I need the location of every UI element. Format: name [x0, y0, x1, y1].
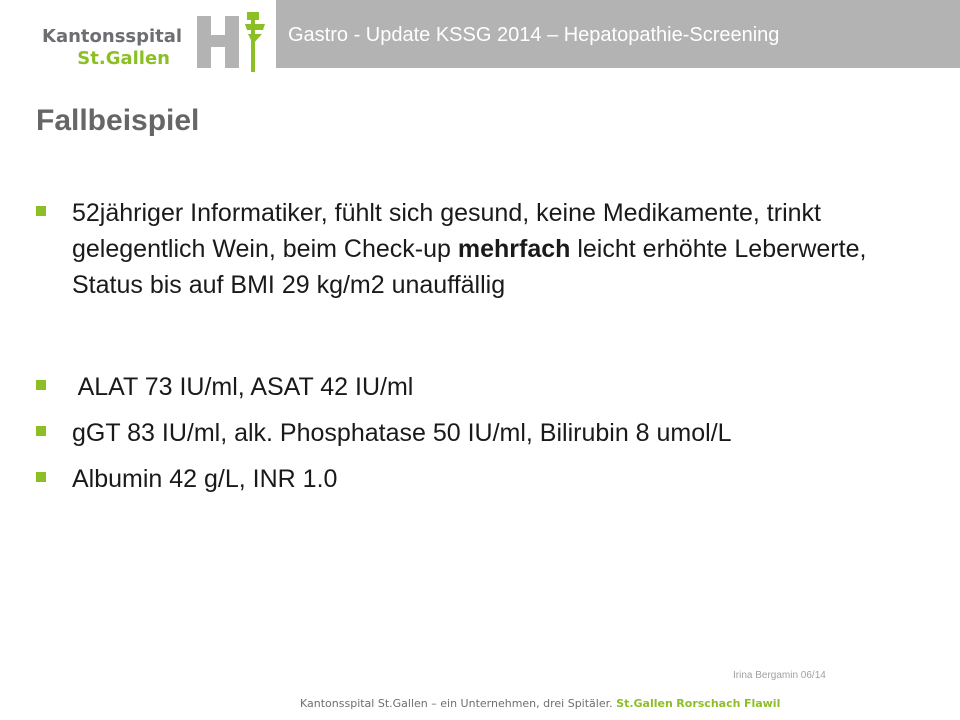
- logo-wordmark: [42, 26, 183, 70]
- author-date: Irina Bergamin 06/14: [733, 670, 826, 681]
- bullet-text-before: 52jähriger Informatiker, fühlt sich gesund, keine Medikamente, trinkt gelegentlich Wein, beim Check-up: [72, 199, 821, 263]
- footer-tagline-text: Kantonsspital St.Gallen – ein Unternehmen, drei Spitäler.: [300, 697, 613, 710]
- footer-tagline: [300, 697, 780, 710]
- logo-line-kantonsspital: Kantonsspital: [42, 26, 183, 47]
- hospital-logo: [0, 0, 275, 75]
- bullet-synthesis-values: [36, 461, 916, 497]
- square-bullet-icon: [36, 426, 46, 436]
- bullet-text: gGT 83 IU/ml, alk. Phosphatase 50 IU/ml, Bilirubin 8 umol/L: [72, 419, 732, 447]
- bullet-text-after: leicht erhöhte Leberwerte, Status bis auf BMI 29 kg/m2 unauffällig: [72, 235, 867, 299]
- bullet-list: [36, 195, 916, 497]
- slide-title: Fallbeispiel: [36, 104, 200, 137]
- square-bullet-icon: [36, 206, 46, 216]
- bullet-text: Albumin 42 g/L, INR 1.0: [72, 465, 338, 493]
- kssg-h-logo-icon: [195, 10, 271, 74]
- bullet-transaminases: [36, 369, 916, 405]
- logo-line-stgallen: St.Gallen: [77, 48, 170, 69]
- square-bullet-icon: [36, 472, 46, 482]
- footer-site-stgallen: St.Gallen: [616, 697, 673, 710]
- footer-site-flawil: Flawil: [743, 697, 781, 710]
- header-band: [276, 0, 960, 68]
- bullet-patient-history: [36, 195, 916, 303]
- presentation-title: Gastro - Update KSSG 2014 – Hepatopathie-Screening: [288, 24, 780, 46]
- bullet-cholestasis-values: [36, 415, 916, 451]
- square-bullet-icon: [36, 380, 46, 390]
- footer-site-rorschach: Rorschach: [676, 697, 741, 710]
- bullet-text: ALAT 73 IU/ml, ASAT 42 IU/ml: [72, 373, 414, 401]
- bullet-text-bold: mehrfach: [457, 235, 571, 263]
